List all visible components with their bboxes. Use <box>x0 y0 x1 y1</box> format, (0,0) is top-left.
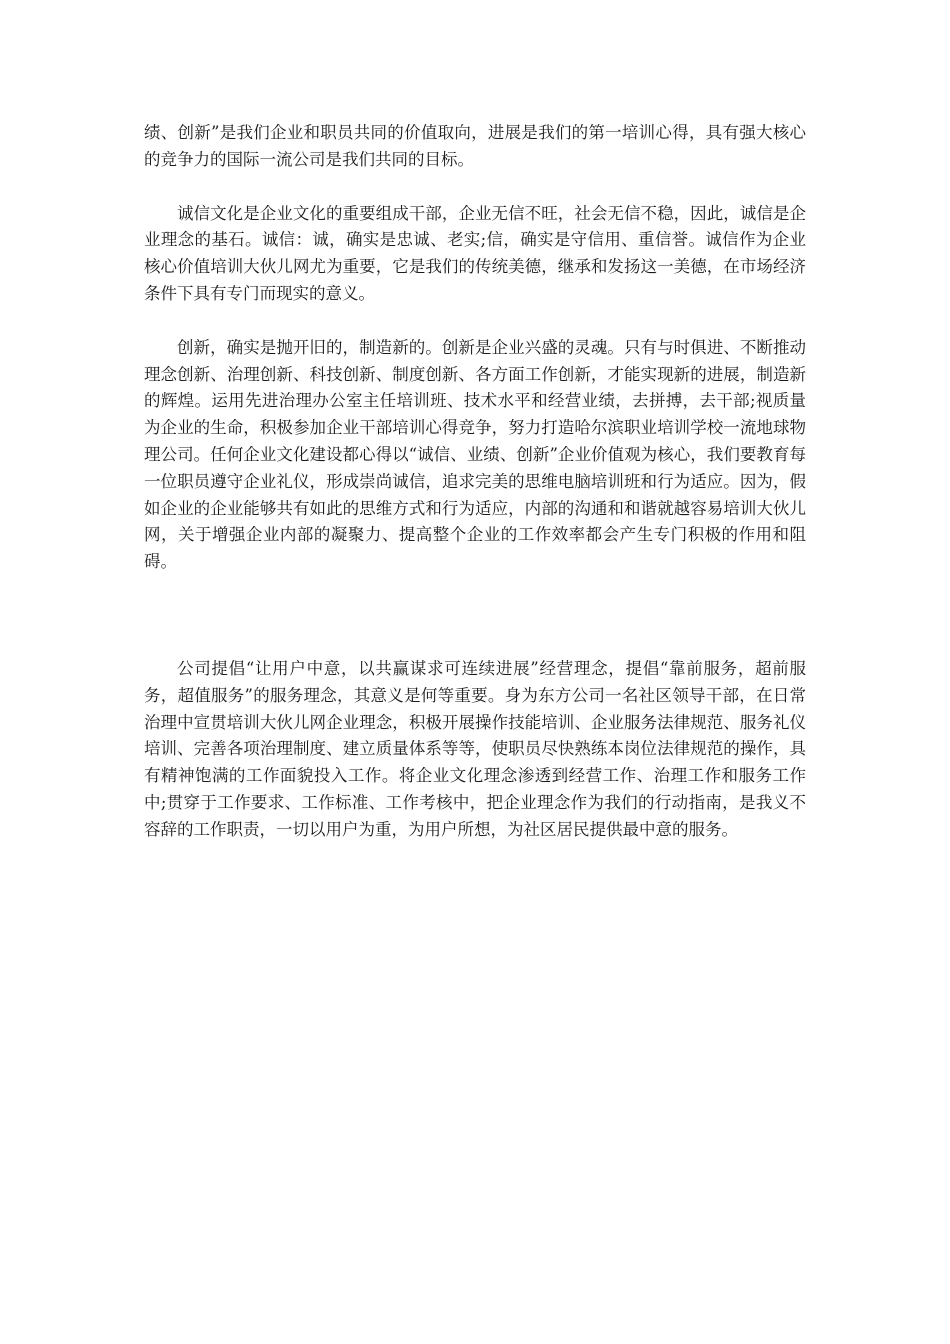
paragraph-service-philosophy: 公司提倡“让用户中意，以共赢谋求可连续进展”经营理念，提倡“靠前服务，超前服务，超值服务”的服务理念，其意义是何等重要。身为东方公司一名社区领导干部，在日常治理中宣贯培训大伙儿网企业理念，积极开展操作技能培训、企业服务法律规范、服务礼仪培训、完善各项治理制度、建立质量体系等等，使职员尽快熟练本岗位法律规范的操作，具有精神饱满的工作面貌投入工作。将企业文化理念渗透到经营工作、治理工作和服务工作中;贯穿于工作要求、工作标准、工作考核中，把企业理念作为我们的行动指南，是我义不容辞的工作职责，一切以用户为重，为用户所想，为社区居民提供最中意的服务。 <box>144 658 806 839</box>
paragraph-integrity-culture: 诚信文化是企业文化的重要组成干部，企业无信不旺，社会无信不稳，因此，诚信是企业理念的基石。诚信：诚，确实是忠诚、老实;信，确实是守信用、重信誉。诚信作为企业核心价值培训大伙儿网尤为重要，它是我们的传统美德，继承和发扬这一美德，在市场经济条件下具有专门而现实的意义。 <box>144 203 806 303</box>
document-body <box>144 120 806 844</box>
paragraph-innovation: 创新，确实是抛开旧的，制造新的。创新是企业兴盛的灵魂。只有与时俱进、不断推动理念创新、治理创新、科技创新、制度创新、各方面工作创新，才能实现新的进展，制造新的辉煌。运用先进治理办公室主任培训班、技术水平和经营业绩，去拼搏，去干部;视质量为企业的生命，积极参加企业干部培训心得竞争，努力打造哈尔滨职业培训学校一流地球物理公司。任何企业文化建设都心得以“诚信、业绩、创新”企业价值观为核心，我们要教育每一位职员遵守企业礼仪，形成崇尚诚信，追求完美的思维电脑培训班和行为适应。因为，假如企业的企业能够共有如此的思维方式和行为适应，内部的沟通和和谐就越容易培训大伙儿网，关于增强企业内部的凝聚力、提高整个企业的工作效率都会产生专门积极的作用和阻碍。 <box>144 337 806 572</box>
paragraph-continuation: 绩、创新”是我们企业和职员共同的价值取向，进展是我们的第一培训心得，具有强大核心的竞争力的国际一流公司是我们共同的目标。 <box>144 123 806 169</box>
